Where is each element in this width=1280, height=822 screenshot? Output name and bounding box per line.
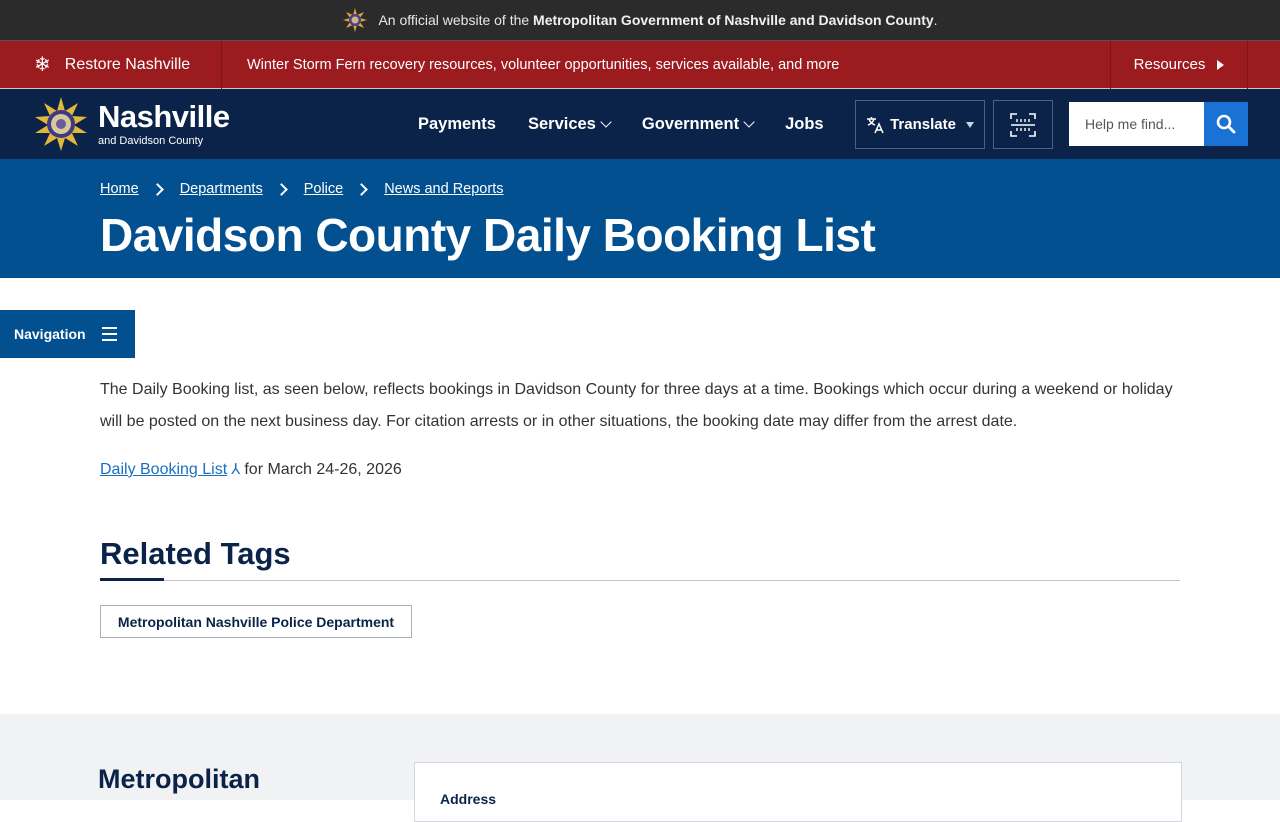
chevron-down-icon bbox=[743, 116, 754, 127]
chevron-right-icon bbox=[151, 183, 164, 196]
logo-subtitle: and Davidson County bbox=[98, 135, 204, 147]
nashville-seal-icon bbox=[342, 7, 368, 33]
resources-button[interactable] bbox=[1110, 41, 1248, 89]
divider bbox=[100, 580, 1180, 581]
alert-label: Restore Nashville bbox=[64, 55, 191, 73]
nashville-seal-icon bbox=[32, 95, 90, 153]
nav-item-jobs[interactable]: Jobs bbox=[785, 114, 824, 133]
logo-title: Nashville bbox=[98, 99, 230, 134]
page-hero bbox=[0, 159, 1280, 278]
related-tags-heading: Related Tags bbox=[100, 536, 291, 571]
main-nav bbox=[418, 89, 824, 159]
site-header bbox=[0, 89, 1280, 159]
nav-item-government[interactable]: Government bbox=[642, 115, 753, 134]
intro-paragraph: The Daily Booking list, as seen below, reflects bookings in Davidson County for three days at a time. Bookings which occur during a weekend or holiday will be posted on the next business day. For citation arrests or in other situations, the booking date may differ from the arrest date. bbox=[100, 381, 1173, 430]
nav-item-services[interactable]: Services bbox=[528, 115, 610, 134]
breadcrumb-police[interactable]: Police bbox=[303, 181, 344, 197]
footer-address-card bbox=[414, 762, 1182, 822]
qr-scan-icon bbox=[1010, 113, 1036, 137]
booking-list-date: for March 24-26, 2026 bbox=[244, 461, 402, 478]
chevron-right-icon bbox=[275, 183, 288, 196]
booking-list-line bbox=[100, 458, 402, 482]
caret-right-icon bbox=[1217, 60, 1224, 70]
translate-button[interactable] bbox=[855, 100, 985, 149]
chevron-down-icon bbox=[600, 116, 611, 127]
side-navigation-label: Navigation bbox=[14, 326, 86, 342]
qr-scan-button[interactable] bbox=[993, 100, 1053, 149]
resources-label: Resources bbox=[1133, 56, 1206, 73]
search-input[interactable] bbox=[1069, 102, 1204, 146]
chevron-right-icon bbox=[355, 183, 368, 196]
restore-nashville-link[interactable] bbox=[0, 41, 222, 89]
hamburger-icon bbox=[102, 327, 117, 341]
breadcrumb-news-and-reports[interactable]: News and Reports bbox=[384, 181, 504, 197]
footer-address-label: Address bbox=[440, 791, 497, 807]
official-banner-text: An official website of the Metropolitan Government of Nashville and Davidson County. bbox=[378, 12, 938, 28]
pdf-icon: ⅄ bbox=[231, 461, 241, 478]
breadcrumb-home[interactable]: Home bbox=[100, 181, 139, 197]
translate-label: Translate bbox=[890, 116, 956, 133]
caret-down-icon bbox=[966, 122, 974, 128]
snowflake-icon: ❄ bbox=[34, 54, 51, 76]
footer bbox=[0, 714, 1280, 807]
nav-item-payments[interactable]: Payments bbox=[418, 114, 496, 133]
search-icon bbox=[1216, 114, 1236, 134]
breadcrumb bbox=[100, 181, 503, 197]
tag-mnpd[interactable]: Metropolitan Nashville Police Department bbox=[100, 605, 412, 638]
official-banner bbox=[0, 0, 1280, 41]
page-title: Davidson County Daily Booking List bbox=[100, 209, 876, 261]
daily-booking-list-link[interactable]: Daily Booking List bbox=[100, 461, 228, 478]
footer-title: Metropolitan bbox=[98, 764, 260, 794]
side-navigation-button[interactable] bbox=[0, 310, 135, 358]
translate-icon bbox=[866, 116, 884, 134]
divider-accent bbox=[100, 578, 164, 581]
search-button[interactable] bbox=[1204, 102, 1248, 146]
breadcrumb-departments[interactable]: Departments bbox=[179, 181, 263, 197]
alert-bar bbox=[0, 41, 1280, 89]
nashville-logo[interactable] bbox=[32, 95, 230, 153]
alert-message[interactable]: Winter Storm Fern recovery resources, volunteer opportunities, services available, and more bbox=[247, 56, 840, 73]
